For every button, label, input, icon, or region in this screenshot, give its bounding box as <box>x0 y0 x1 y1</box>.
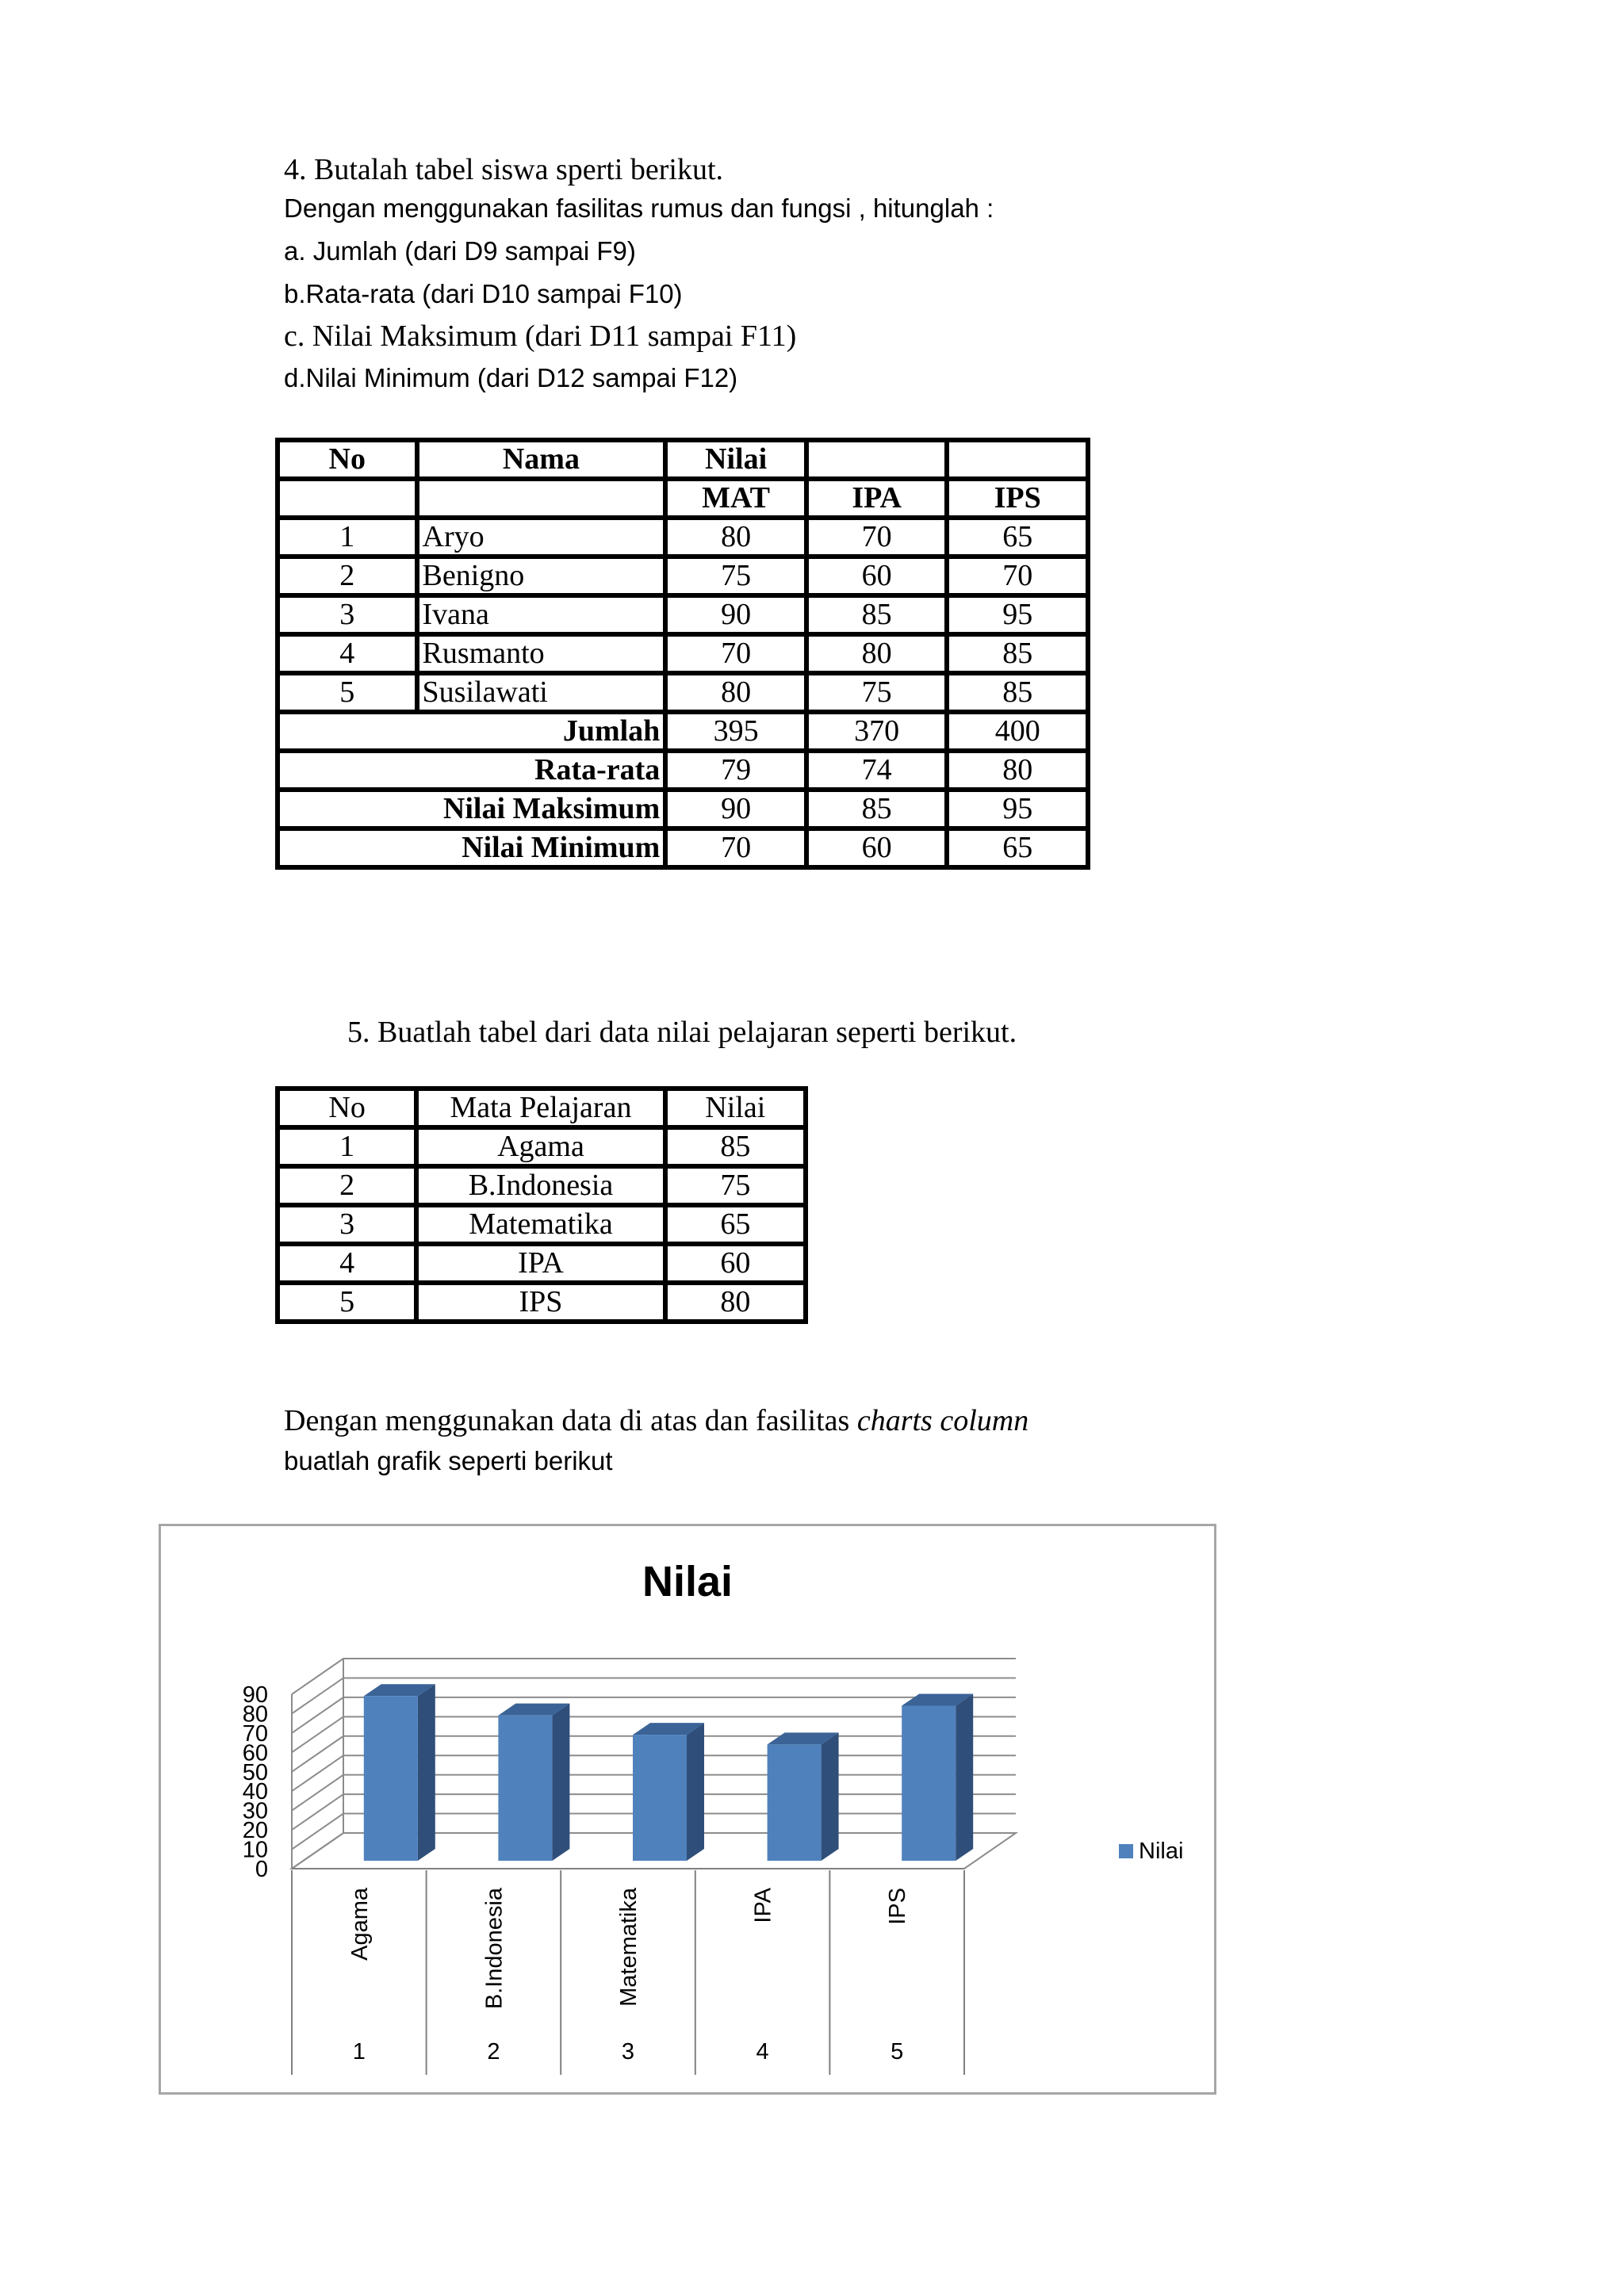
bar-side <box>552 1704 569 1861</box>
cell-subject: IPA <box>419 1246 662 1280</box>
chart-title: Nilai <box>642 1558 733 1605</box>
cell-name: Benigno <box>419 559 664 593</box>
summary-mat: 79 <box>668 753 804 787</box>
section5-instruction <box>284 1403 1028 1438</box>
cell-no: 3 <box>280 598 415 632</box>
x-category-number: 5 <box>891 2039 904 2064</box>
subheader-cell <box>280 481 415 515</box>
cell-ips: 85 <box>949 637 1086 671</box>
table-row <box>280 598 1086 632</box>
summary-label: Jumlah <box>280 714 663 748</box>
subheader-cell <box>419 481 664 515</box>
header-cell <box>809 442 945 476</box>
cell-subject: IPS <box>419 1285 662 1319</box>
summary-label: Nilai Maksimum <box>280 792 663 826</box>
x-category-number: 4 <box>756 2039 769 2064</box>
section4-item-b: b.Rata-rata (dari D10 sampai F10) <box>284 279 683 308</box>
y-tick-label: 30 <box>242 1798 268 1824</box>
cell-no: 2 <box>280 1169 414 1203</box>
header-cell <box>949 442 1086 476</box>
cell-name: Susilawati <box>419 675 664 710</box>
bar-side <box>418 1684 435 1861</box>
table-row <box>280 1207 803 1242</box>
header-cell: No <box>280 442 415 476</box>
subheader-cell: IPS <box>949 481 1086 515</box>
cell-mat: 70 <box>668 637 804 671</box>
y-tick-label: 60 <box>242 1740 268 1766</box>
summary-mat: 90 <box>668 792 804 826</box>
cell-ips: 85 <box>949 675 1086 710</box>
table-row <box>280 520 1086 554</box>
cell-mat: 80 <box>668 520 804 554</box>
y-tick-label: 70 <box>242 1720 268 1747</box>
summary-ipa: 85 <box>809 792 945 826</box>
summary-ipa: 74 <box>809 753 945 787</box>
cell-ipa: 85 <box>809 598 945 632</box>
cell-score: 65 <box>668 1207 803 1242</box>
subheader-cell: IPA <box>809 481 945 515</box>
y-tick-label: 50 <box>242 1759 268 1785</box>
table-row <box>280 559 1086 593</box>
summary-row <box>280 714 1086 748</box>
cell-score: 80 <box>668 1285 803 1319</box>
cell-name: Rusmanto <box>419 637 664 671</box>
summary-mat: 70 <box>668 831 804 865</box>
header-cell: Nilai <box>668 1091 803 1125</box>
cell-ipa: 70 <box>809 520 945 554</box>
section4-instruction: Dengan menggunakan fasilitas rumus dan fungsi , hitunglah : <box>284 193 994 223</box>
bar <box>498 1716 552 1861</box>
x-category-number: 2 <box>487 2039 500 2064</box>
x-category-number: 1 <box>352 2039 366 2064</box>
table-row <box>280 637 1086 671</box>
section4-heading: 4. Butalah tabel siswa sperti berikut. <box>284 153 724 186</box>
cell-score: 60 <box>668 1246 803 1280</box>
cell-ips: 65 <box>949 520 1086 554</box>
table-row <box>280 675 1086 710</box>
cell-ips: 70 <box>949 559 1086 593</box>
bar-side <box>956 1693 973 1861</box>
cell-no: 2 <box>280 559 415 593</box>
instruction-text: Dengan menggunakan data di atas dan fasilitas <box>284 1404 857 1437</box>
summary-row <box>280 753 1086 787</box>
cell-no: 4 <box>280 637 415 671</box>
y-tick-label: 20 <box>242 1818 268 1844</box>
table-header-row <box>280 442 1086 476</box>
chart-canvas <box>161 1526 1214 2092</box>
y-tick-label: 90 <box>242 1682 268 1708</box>
cell-mat: 80 <box>668 675 804 710</box>
section4-item-c: c. Nilai Maksimum (dari D11 sampai F11) <box>284 320 797 353</box>
y-tick-label: 10 <box>242 1837 268 1863</box>
bar <box>902 1705 956 1861</box>
x-category-label: Agama <box>347 1888 373 1961</box>
section5-heading: 5. Buatlah tabel dari data nilai pelajaran seperti berikut. <box>347 1016 1017 1049</box>
table-row <box>280 1169 803 1203</box>
summary-ipa: 60 <box>809 831 945 865</box>
header-cell: Nilai <box>668 442 804 476</box>
cell-mat: 90 <box>668 598 804 632</box>
instruction-italic-text: charts column <box>856 1404 1029 1437</box>
legend-label: Nilai <box>1139 1839 1184 1864</box>
header-cell: Mata Pelajaran <box>419 1091 662 1125</box>
section4-item-d: d.Nilai Minimum (dari D12 sampai F12) <box>284 363 738 392</box>
legend-swatch <box>1119 1844 1133 1858</box>
cell-no: 5 <box>280 675 415 710</box>
summary-row <box>280 831 1086 865</box>
summary-ips: 95 <box>949 792 1086 826</box>
cell-ips: 95 <box>949 598 1086 632</box>
table-subheader-row <box>280 481 1086 515</box>
cell-no: 4 <box>280 1246 414 1280</box>
bar-side <box>687 1723 704 1861</box>
section5-instruction-line2: buatlah grafik seperti berikut <box>284 1446 613 1475</box>
column-chart <box>159 1524 1216 2095</box>
summary-ips: 400 <box>949 714 1086 748</box>
cell-no: 1 <box>280 520 415 554</box>
header-cell: No <box>280 1091 414 1125</box>
summary-row <box>280 792 1086 826</box>
x-category-label: IPA <box>750 1888 776 1923</box>
x-category-label: Matematika <box>616 1888 642 2007</box>
cell-subject: Agama <box>419 1130 662 1164</box>
summary-label: Nilai Minimum <box>280 831 663 865</box>
table-row <box>280 1285 803 1319</box>
subheader-cell: MAT <box>668 481 804 515</box>
summary-mat: 395 <box>668 714 804 748</box>
header-cell: Nama <box>419 442 664 476</box>
cell-ipa: 60 <box>809 559 945 593</box>
cell-subject: Matematika <box>419 1207 662 1242</box>
cell-name: Aryo <box>419 520 664 554</box>
cell-ipa: 75 <box>809 675 945 710</box>
summary-ips: 65 <box>949 831 1086 865</box>
y-tick-label: 80 <box>242 1701 268 1728</box>
table-row <box>280 1130 803 1164</box>
bar <box>364 1696 418 1861</box>
table-header-row <box>280 1091 803 1125</box>
bar <box>633 1735 687 1861</box>
section4-item-a: a. Jumlah (dari D9 sampai F9) <box>284 236 636 266</box>
y-tick-label: 40 <box>242 1779 268 1805</box>
subject-score-table <box>275 1086 808 1324</box>
summary-label: Rata-rata <box>280 753 663 787</box>
summary-ipa: 370 <box>809 714 945 748</box>
cell-score: 75 <box>668 1169 803 1203</box>
cell-score: 85 <box>668 1130 803 1164</box>
cell-no: 1 <box>280 1130 414 1164</box>
cell-ipa: 80 <box>809 637 945 671</box>
cell-subject: B.Indonesia <box>419 1169 662 1203</box>
bar-side <box>822 1732 839 1861</box>
cell-mat: 75 <box>668 559 804 593</box>
x-category-number: 3 <box>621 2039 635 2064</box>
table-row <box>280 1246 803 1280</box>
summary-ips: 80 <box>949 753 1086 787</box>
student-score-table <box>275 438 1090 870</box>
cell-name: Ivana <box>419 598 664 632</box>
cell-no: 3 <box>280 1207 414 1242</box>
bar <box>768 1744 822 1861</box>
cell-no: 5 <box>280 1285 414 1319</box>
x-category-label: B.Indonesia <box>481 1888 508 2010</box>
y-tick-label: 0 <box>255 1857 268 1882</box>
x-category-label: IPS <box>885 1888 911 1925</box>
